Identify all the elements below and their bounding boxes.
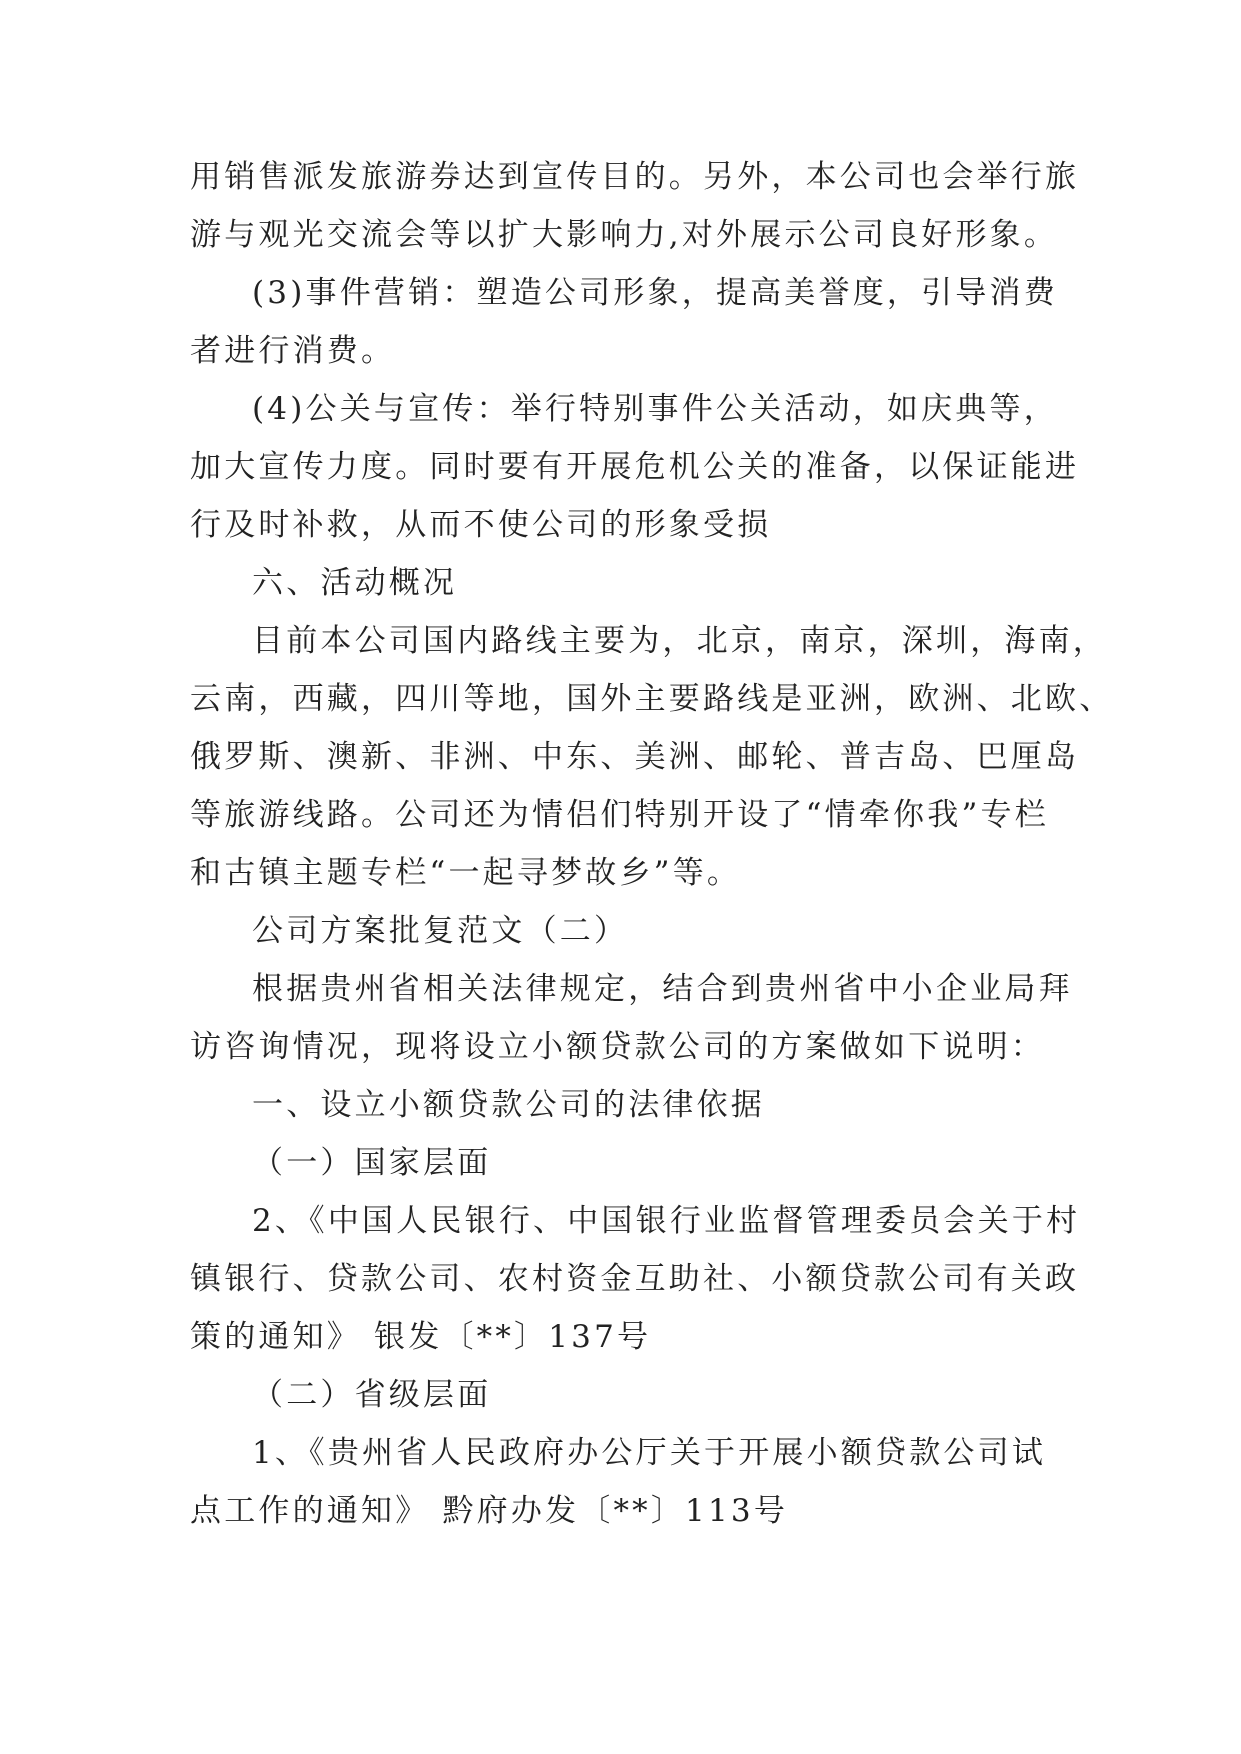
text-line: 公司方案批复范文（二） xyxy=(252,913,629,949)
text-line: (3)事件营销：塑造公司形象，提高美誉度，引导消费 xyxy=(252,275,1058,311)
text-line: 访咨询情况，现将设立小额贷款公司的方案做如下说明： xyxy=(190,1029,1045,1065)
text-line: （二）省级层面 xyxy=(252,1377,492,1413)
text-line: 六、活动概况 xyxy=(252,565,458,601)
text-line: 1、《贵州省人民政府办公厅关于开展小额贷款公司试 xyxy=(252,1435,1047,1471)
text-line: 用销售派发旅游券达到宣传目的。另外，本公司也会举行旅 xyxy=(190,159,1080,195)
text-line: 目前本公司国内路线主要为，北京，南京，深圳，海南， xyxy=(252,623,1107,659)
text-line: 加大宣传力度。同时要有开展危机公关的准备，以保证能进 xyxy=(190,449,1080,485)
text-line: (4)公关与宣传：举行特别事件公关活动，如庆典等， xyxy=(252,391,1058,427)
text-line: 俄罗斯、澳新、非洲、中东、美洲、邮轮、普吉岛、巴厘岛 xyxy=(190,739,1080,775)
text-line: 根据贵州省相关法律规定，结合到贵州省中小企业局拜 xyxy=(252,971,1073,1007)
text-line: 2、《中国人民银行、中国银行业监督管理委员会关于村 xyxy=(252,1203,1081,1239)
text-line: 游与观光交流会等以扩大影响力,对外展示公司良好形象。 xyxy=(190,217,1059,253)
text-line: （一）国家层面 xyxy=(252,1145,492,1181)
text-line: 者进行消费。 xyxy=(190,333,396,369)
document-body xyxy=(190,148,1114,1540)
text-line: 镇银行、贷款公司、农村资金互助社、小额贷款公司有关政 xyxy=(190,1261,1080,1297)
text-line: 云南，西藏，四川等地，国外主要路线是亚洲，欧洲、北欧、 xyxy=(190,681,1114,717)
text-line: 和古镇主题专栏“一起寻梦故乡”等。 xyxy=(190,855,742,891)
text-line: 一、设立小额贷款公司的法律依据 xyxy=(252,1087,765,1123)
text-line: 策的通知》 银发〔**〕137号 xyxy=(190,1319,652,1355)
text-line: 行及时补救，从而不使公司的形象受损 xyxy=(190,507,772,543)
text-line: 点工作的通知》 黔府办发〔**〕113号 xyxy=(190,1493,789,1529)
text-line: 等旅游线路。公司还为情侣们特别开设了“情牵你我”专栏 xyxy=(190,797,1049,833)
